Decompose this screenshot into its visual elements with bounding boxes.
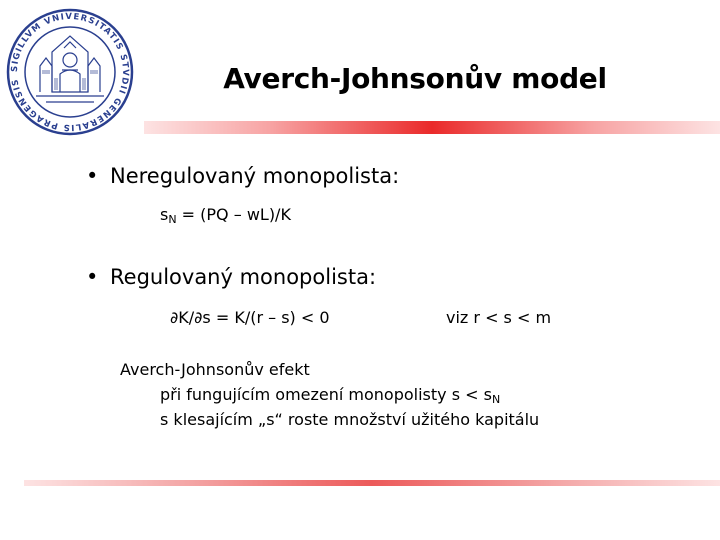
seal-ring-text: SIGILLVM VNIVERSITATIS STVDII GENERALIS PRAGENSIS	[9, 11, 131, 133]
slide-title: Averch-Johnsonův model	[223, 62, 607, 95]
formula-unregulated-sub: N	[168, 213, 177, 226]
bullet-unregulated-text: Neregulovaný monopolista:	[110, 164, 400, 188]
title-underline-bar	[144, 121, 720, 134]
bullet-regulated	[86, 265, 376, 289]
formula-regulated: ∂K/∂s = K/(r – s) < 0	[170, 308, 330, 327]
formula-unregulated-prefix: s	[160, 205, 169, 224]
effect-line-1	[160, 385, 500, 406]
formula-unregulated	[160, 205, 291, 226]
svg-text:SIGILLVM VNIVERSITATIS STVDII	[10, 12, 130, 132]
bullet-regulated-text: Regulovaný monopolista:	[110, 265, 377, 289]
university-seal-icon	[6, 8, 134, 136]
effect-heading: Averch-Johnsonův efekt	[120, 360, 310, 379]
footer-bar	[24, 480, 720, 486]
bullet-marker: •	[86, 265, 99, 289]
formula-regulated-note: viz r < s < m	[446, 308, 552, 327]
formula-unregulated-rest: = (PQ – wL)/K	[176, 205, 291, 224]
effect-line-2: s klesajícím „s“ roste množství užitého kapitálu	[160, 410, 540, 429]
bullet-marker: •	[86, 164, 99, 188]
bullet-unregulated	[86, 164, 399, 188]
effect-line-1-text: při fungujícím omezení monopolisty s < s	[160, 385, 492, 404]
effect-line-1-sub: N	[491, 393, 501, 406]
